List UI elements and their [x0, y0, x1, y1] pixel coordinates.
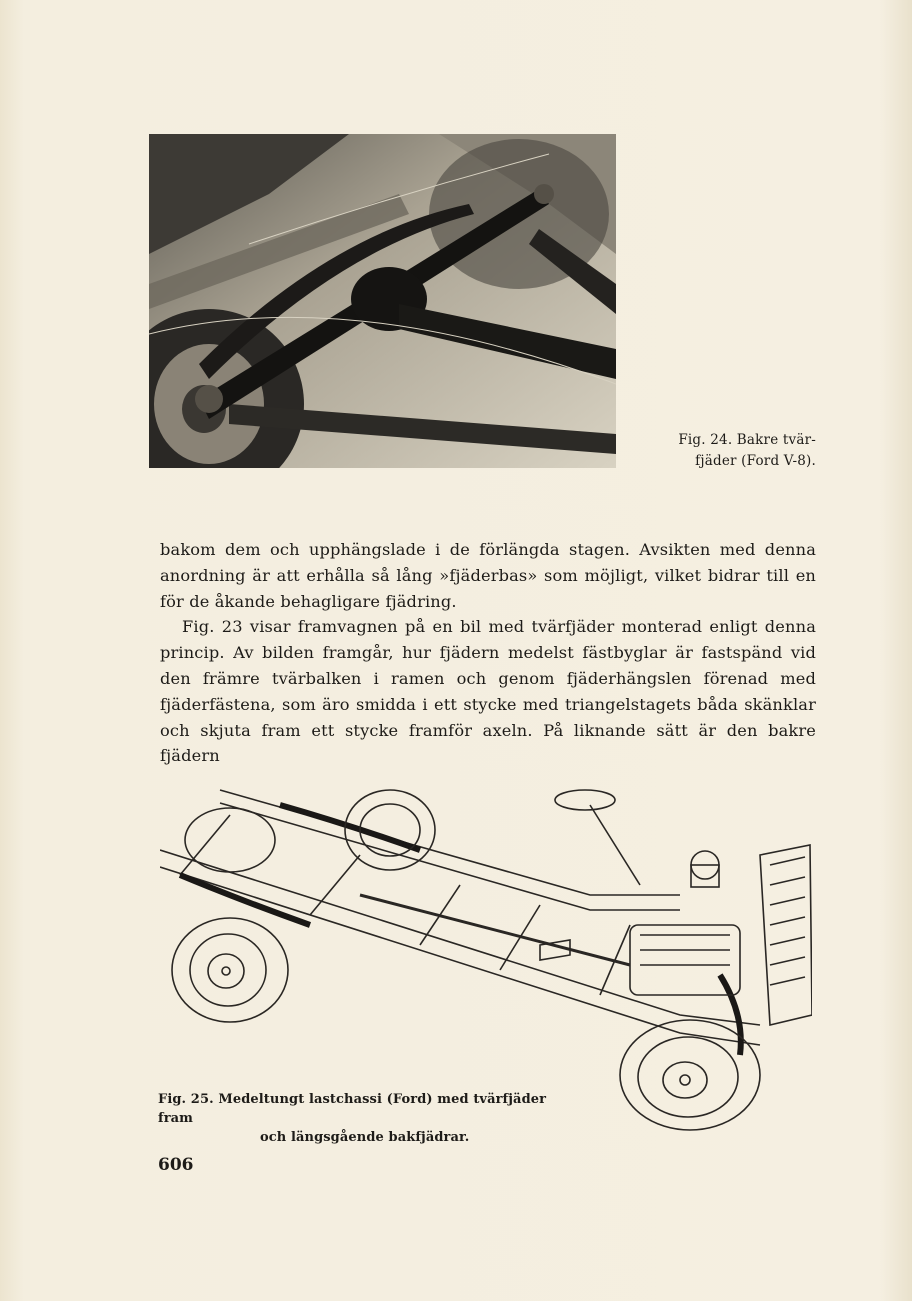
- body-text: [160, 537, 816, 769]
- figure-24-caption-line-1: Fig. 24. Bakre tvär-: [678, 432, 816, 448]
- figure-25-caption-line-2: och längsgående bakfjädrar.: [260, 1130, 470, 1145]
- figure-24-caption-line-2: fjäder (Ford V-8).: [695, 453, 816, 469]
- figure-25-caption: [158, 1090, 578, 1147]
- paragraph-1: bakom dem och upphängslade i de förlängda stagen. Avsikten med denna anordning är att erhålla så lång »fjäderbas» som möjligt, vilket bidrar till en för de åkande behagligare fjädring.: [160, 540, 816, 611]
- figure-24-photo: [149, 134, 616, 468]
- page-number: 606: [158, 1155, 194, 1175]
- figure-25-chassis-drawing: [160, 775, 812, 1133]
- figure-25-caption-line-1: Fig. 25. Medeltungt lastchassi (Ford) med tvärfjäder fram: [158, 1092, 547, 1126]
- paragraph-2: Fig. 23 visar framvagnen på en bil med tvärfjäder monterad enligt denna princip. Av bilden framgår, hur fjädern medelst fästbyglar är fastspänd vid den främre tvärbalken i ramen och genom fjäderhängslen förenad med fjäderfästena, som äro smidda i ett stycke med triangelstagets båda skänklar och skjuta fram ett stycke framför axeln. På liknande sätt är den bakre fjädern: [160, 617, 816, 766]
- figure-24-caption: [636, 430, 816, 472]
